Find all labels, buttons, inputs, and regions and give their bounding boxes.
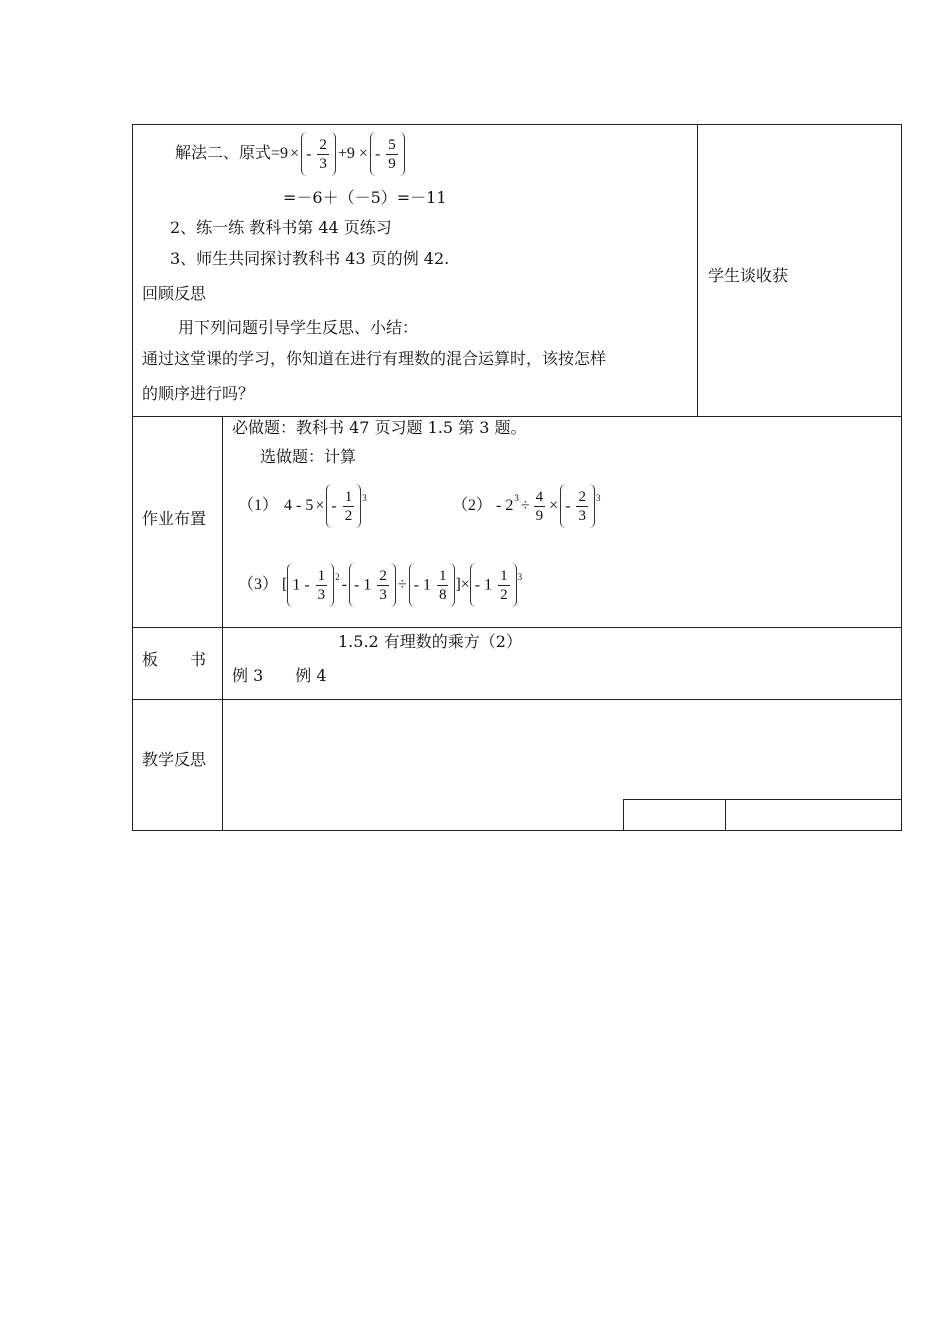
method2-result: =－6＋（－5）=－11: [283, 188, 447, 207]
fraction: $\frac{4}{9}$: [535, 488, 544, 524]
homework-row-label: 作业布置: [142, 509, 207, 528]
board-row-label: 板 书: [142, 650, 207, 669]
problem-2: （2） - 2 3 ÷ $\frac{4}{9}$ × - $\frac{2}{3}$ 3: [452, 483, 600, 529]
row-divider-3: [132, 699, 902, 700]
note-column-divider: [697, 124, 698, 416]
explore-line: 3、师生共同探讨教科书 43 页的例 42.: [170, 249, 450, 268]
row-divider-1: [132, 416, 902, 417]
fraction: $\frac{2}{3}$: [379, 567, 387, 603]
question-line-2: 的顺序进行吗？: [142, 384, 255, 403]
reflection-row-label: 教学反思: [142, 750, 207, 769]
fraction: $\frac{5}{9}$: [388, 136, 396, 172]
problem-3: （3） [ 1 - $\frac{1}{3}$ 2 - - 1 $\frac{2}{3}$ ÷ - 1 $\frac{1}{8}$ ]× - 1 $\frac{1}{2}$ 3: [238, 562, 522, 608]
signature-box-left: [623, 799, 624, 830]
fraction: $\frac{2}{3}$: [578, 488, 586, 524]
board-examples: 例 3 例 4: [232, 666, 327, 685]
fraction: $\frac{1}{2}$: [344, 488, 353, 524]
row-divider-2: [132, 627, 902, 628]
table-left-border: [132, 124, 133, 831]
table-top-border: [132, 124, 902, 125]
fraction: $\frac{1}{2}$: [500, 567, 508, 603]
method2-paren2: - $\frac{5}{9}$: [370, 132, 405, 176]
table-right-border: [901, 124, 902, 831]
practice-line: 2、练一练 教科书第 44 页练习: [170, 218, 392, 237]
student-note: 学生谈收获: [708, 266, 789, 285]
method2-label: 解法二、原式=9: [175, 145, 289, 162]
review-heading: 回顾反思: [142, 284, 207, 303]
label-column-divider: [222, 416, 223, 831]
homework-required: 必做题：教科书 47 页习题 1.5 第 3 题。: [232, 418, 527, 437]
guide-line: 用下列问题引导学生反思、小结：: [178, 318, 419, 337]
fraction: $\frac{1}{3}$: [317, 567, 326, 603]
homework-optional: 选做题：计算: [260, 447, 357, 466]
signature-box-top: [623, 799, 901, 800]
table-bottom-border: [132, 830, 902, 831]
signature-box-mid: [725, 799, 726, 830]
fraction: $\frac{1}{8}$: [438, 567, 447, 603]
fraction: $\frac{2}{3}$: [319, 136, 327, 172]
method2-paren1: - $\frac{2}{3}$: [301, 132, 336, 176]
problem-1: （1） 4 - 5 × - $\frac{1}{2}$ 3: [238, 483, 367, 529]
question-line-1: 通过这堂课的学习，你知道在进行有理数的混合运算时，该按怎样: [142, 349, 607, 368]
method2-line: 解法二、原式=9 × - $\frac{2}{3}$ +9 × - $\frac{5}{9}$: [175, 131, 405, 177]
board-title: 1.5.2 有理数的乘方（2）: [338, 632, 522, 651]
